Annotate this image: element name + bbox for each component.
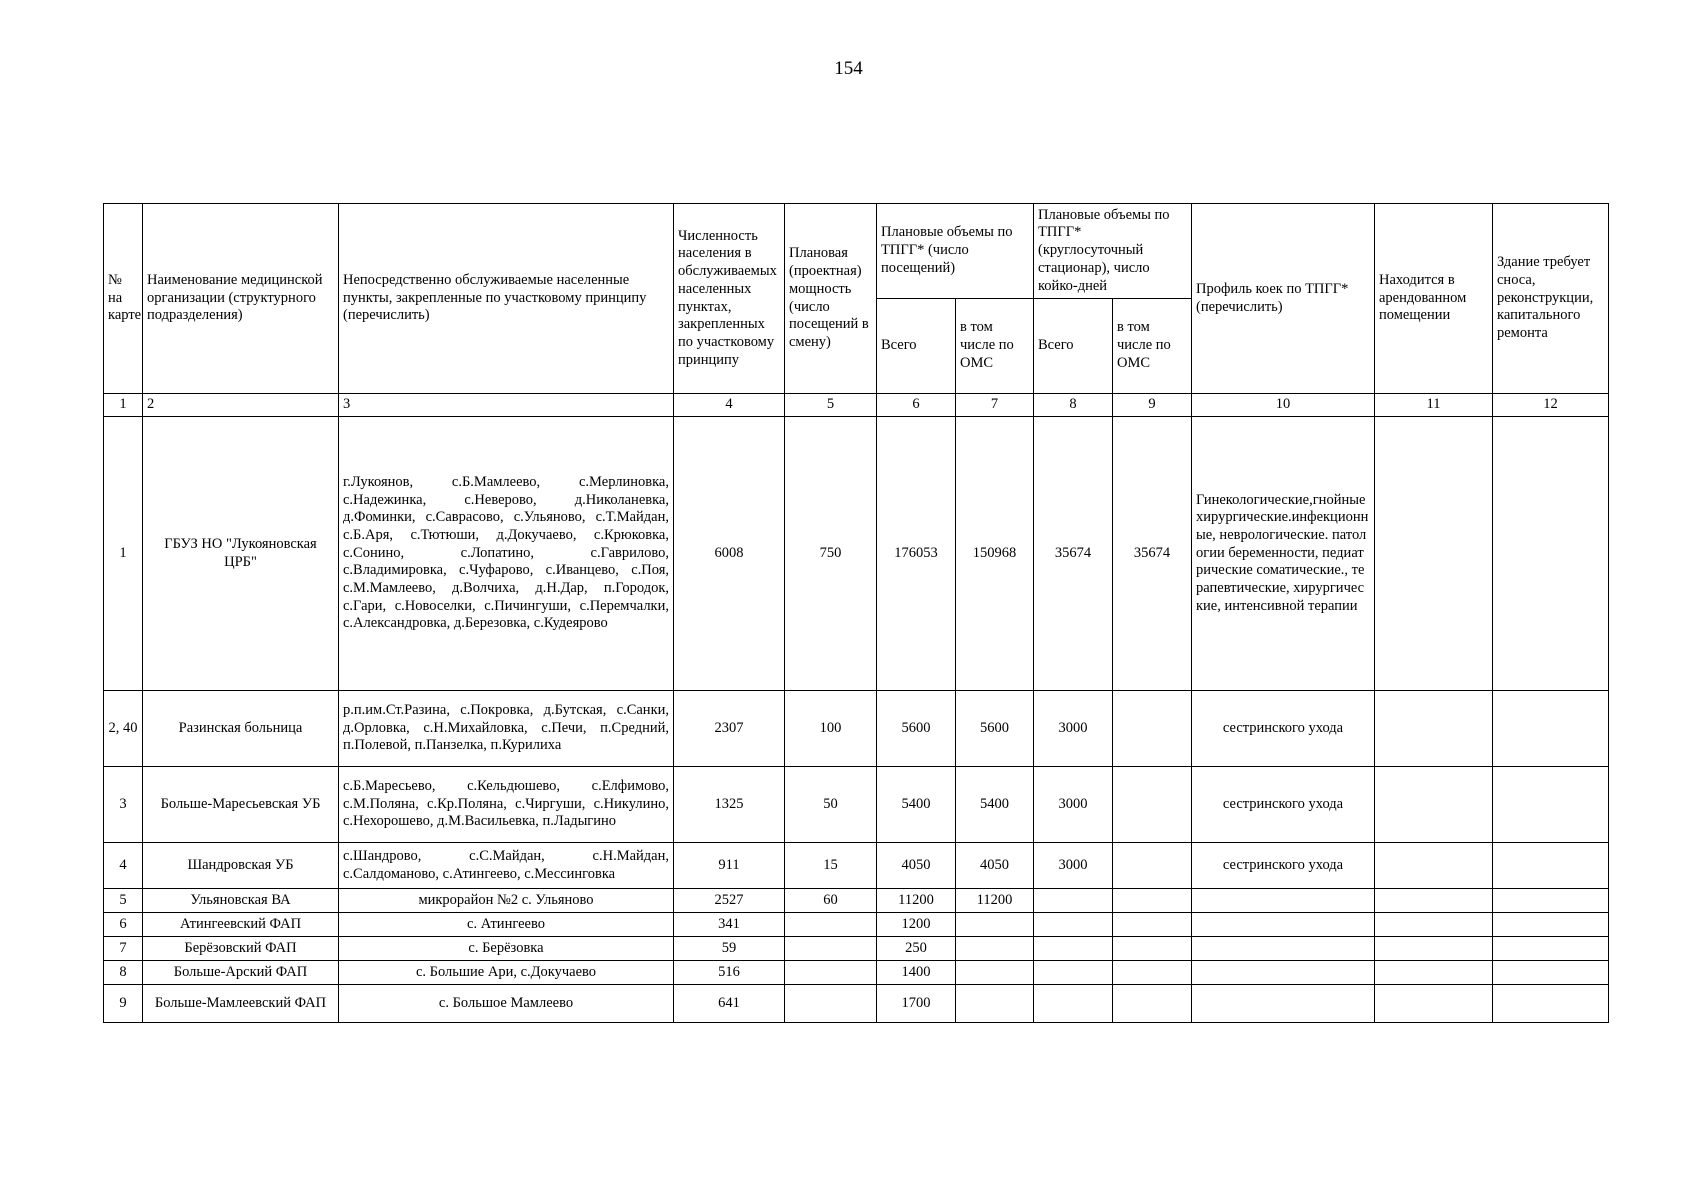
cell-num: 7 — [104, 937, 143, 961]
column-number: 5 — [785, 394, 877, 417]
cell-capacity: 50 — [785, 767, 877, 843]
table-row — [104, 937, 1609, 961]
cell-settlements: с. Большое Мамлеево — [339, 985, 674, 1023]
cell-population: 2307 — [674, 691, 785, 767]
cell-settlements: р.п.им.Ст.Разина, с.Покровка, д.Бутская, с.Санки, д.Орловка, с.Н.Михайловка, с.Печи, п.Средний, п.Полевой, п.Панзелка, п.Курилиха — [339, 691, 674, 767]
cell-num: 8 — [104, 961, 143, 985]
table-row — [104, 961, 1609, 985]
cell-beds-total — [1034, 889, 1113, 913]
cell-visits-total: 4050 — [877, 843, 956, 889]
cell-beds-oms — [1113, 767, 1192, 843]
cell-beds-total — [1034, 961, 1113, 985]
cell-rented — [1375, 417, 1493, 691]
cell-capacity: 750 — [785, 417, 877, 691]
cell-visits-total: 1200 — [877, 913, 956, 937]
cell-name: Ульяновская ВА — [143, 889, 339, 913]
cell-name: Разинская больница — [143, 691, 339, 767]
column-numbers-row — [104, 394, 1609, 417]
cell-profile — [1192, 961, 1375, 985]
cell-num: 1 — [104, 417, 143, 691]
cell-visits-total: 11200 — [877, 889, 956, 913]
cell-profile: сестринского ухода — [1192, 767, 1375, 843]
cell-beds-oms — [1113, 985, 1192, 1023]
cell-name: Больше-Арский ФАП — [143, 961, 339, 985]
header-beds-total: Всего — [1034, 299, 1113, 394]
cell-visits-oms — [956, 961, 1034, 985]
cell-demolition — [1493, 889, 1609, 913]
cell-beds-oms — [1113, 961, 1192, 985]
cell-visits-oms — [956, 937, 1034, 961]
cell-num: 6 — [104, 913, 143, 937]
cell-rented — [1375, 937, 1493, 961]
cell-profile: сестринского ухода — [1192, 691, 1375, 767]
column-number: 6 — [877, 394, 956, 417]
cell-beds-total: 3000 — [1034, 767, 1113, 843]
cell-beds-oms — [1113, 889, 1192, 913]
table-row — [104, 913, 1609, 937]
cell-beds-total — [1034, 985, 1113, 1023]
column-number: 4 — [674, 394, 785, 417]
header-population: Численность населения в обслуживаемых населенных пунктах, закрепленных по участковому принципу — [674, 204, 785, 394]
cell-demolition — [1493, 691, 1609, 767]
cell-rented — [1375, 985, 1493, 1023]
cell-num: 3 — [104, 767, 143, 843]
header-rented: Находится в арендованном помещении — [1375, 204, 1493, 394]
cell-settlements: с. Атингеево — [339, 913, 674, 937]
page-number: 154 — [834, 58, 863, 79]
cell-num: 9 — [104, 985, 143, 1023]
column-number: 9 — [1113, 394, 1192, 417]
cell-visits-oms — [956, 913, 1034, 937]
cell-name: Шандровская УБ — [143, 843, 339, 889]
cell-beds-total — [1034, 937, 1113, 961]
header-beds-group: Плановые объемы по ТПГГ* (круглосуточный стационар), число койко-дней — [1034, 204, 1192, 299]
header-name: Наименование медицинской организации (структурного подразделения) — [143, 204, 339, 394]
cell-population: 2527 — [674, 889, 785, 913]
cell-beds-total: 35674 — [1034, 417, 1113, 691]
column-number: 3 — [339, 394, 674, 417]
cell-capacity — [785, 985, 877, 1023]
cell-capacity — [785, 937, 877, 961]
header-profile: Профиль коек по ТПГГ* (перечислить) — [1192, 204, 1375, 394]
table-row — [104, 843, 1609, 889]
cell-population: 911 — [674, 843, 785, 889]
cell-beds-oms: 35674 — [1113, 417, 1192, 691]
cell-name: Больше-Мамлеевский ФАП — [143, 985, 339, 1023]
cell-profile — [1192, 937, 1375, 961]
cell-settlements: с.Шандрово, с.С.Майдан, с.Н.Майдан, с.Салдоманово, с.Атингеево, с.Мессинговка — [339, 843, 674, 889]
cell-profile: сестринского ухода — [1192, 843, 1375, 889]
cell-demolition — [1493, 961, 1609, 985]
cell-population: 341 — [674, 913, 785, 937]
cell-visits-total: 5400 — [877, 767, 956, 843]
cell-settlements: с. Берёзовка — [339, 937, 674, 961]
cell-visits-oms: 4050 — [956, 843, 1034, 889]
cell-visits-oms: 150968 — [956, 417, 1034, 691]
medical-organizations-table — [103, 203, 1609, 1023]
column-number: 12 — [1493, 394, 1609, 417]
header-visits-oms: в том числе по ОМС — [956, 299, 1034, 394]
column-number: 11 — [1375, 394, 1493, 417]
cell-visits-oms: 5600 — [956, 691, 1034, 767]
cell-capacity: 100 — [785, 691, 877, 767]
header-settlements: Непосредственно обслуживаемые населенные пункты, закрепленные по участковому принципу (перечислить) — [339, 204, 674, 394]
cell-capacity: 60 — [785, 889, 877, 913]
cell-visits-total: 176053 — [877, 417, 956, 691]
header-demolition: Здание требует сноса, реконструкции, капитального ремонта — [1493, 204, 1609, 394]
cell-profile — [1192, 913, 1375, 937]
header-visits-total: Всего — [877, 299, 956, 394]
cell-beds-oms — [1113, 843, 1192, 889]
cell-visits-total: 250 — [877, 937, 956, 961]
cell-beds-oms — [1113, 937, 1192, 961]
cell-name: Берёзовский ФАП — [143, 937, 339, 961]
cell-demolition — [1493, 985, 1609, 1023]
header-num: № на карте — [104, 204, 143, 394]
cell-visits-oms: 5400 — [956, 767, 1034, 843]
table-row — [104, 889, 1609, 913]
table-row — [104, 691, 1609, 767]
cell-settlements: с.Б.Маресьево, с.Кельдюшево, с.Елфимово, с.М.Поляна, с.Кр.Поляна, с.Чиргуши, с.Никулино, с.Нехорошево, д.М.Васильевка, п.Ладыгино — [339, 767, 674, 843]
cell-population: 59 — [674, 937, 785, 961]
cell-rented — [1375, 767, 1493, 843]
cell-population: 6008 — [674, 417, 785, 691]
column-number: 8 — [1034, 394, 1113, 417]
cell-visits-oms: 11200 — [956, 889, 1034, 913]
cell-settlements: с. Большие Ари, с.Докучаево — [339, 961, 674, 985]
cell-demolition — [1493, 417, 1609, 691]
header-visits-group: Плановые объемы по ТПГГ* (число посещений) — [877, 204, 1034, 299]
cell-capacity: 15 — [785, 843, 877, 889]
cell-visits-total: 1700 — [877, 985, 956, 1023]
cell-profile — [1192, 889, 1375, 913]
cell-rented — [1375, 889, 1493, 913]
cell-settlements: микрорайон №2 с. Ульяново — [339, 889, 674, 913]
cell-profile — [1192, 985, 1375, 1023]
table-row — [104, 417, 1609, 691]
cell-visits-oms — [956, 985, 1034, 1023]
cell-name: Атингеевский ФАП — [143, 913, 339, 937]
cell-num: 4 — [104, 843, 143, 889]
column-number: 7 — [956, 394, 1034, 417]
table-row — [104, 767, 1609, 843]
cell-profile: Гинекологические,гнойные хирургические.инфекционные, неврологические. патологии беременности, педиатрические соматические., терапевтические, хирургические, интенсивной терапии — [1192, 417, 1375, 691]
cell-visits-total: 5600 — [877, 691, 956, 767]
cell-population: 516 — [674, 961, 785, 985]
header-capacity: Плановая (проектная) мощность (число посещений в смену) — [785, 204, 877, 394]
column-number: 2 — [143, 394, 339, 417]
cell-num: 5 — [104, 889, 143, 913]
cell-visits-total: 1400 — [877, 961, 956, 985]
cell-demolition — [1493, 767, 1609, 843]
cell-demolition — [1493, 913, 1609, 937]
cell-name: Больше-Маресьевская УБ — [143, 767, 339, 843]
cell-population: 641 — [674, 985, 785, 1023]
cell-capacity — [785, 913, 877, 937]
cell-demolition — [1493, 937, 1609, 961]
cell-name: ГБУЗ НО "Лукояновская ЦРБ" — [143, 417, 339, 691]
table-row — [104, 985, 1609, 1023]
header-beds-oms: в том числе по ОМС — [1113, 299, 1192, 394]
cell-beds-total: 3000 — [1034, 843, 1113, 889]
cell-beds-oms — [1113, 691, 1192, 767]
cell-num: 2, 40 — [104, 691, 143, 767]
cell-beds-oms — [1113, 913, 1192, 937]
column-number: 1 — [104, 394, 143, 417]
cell-settlements: г.Лукоянов, с.Б.Мамлеево, с.Мерлиновка, с.Надежинка, с.Неверово, д.Николаневка, д.Фоминки, с.Саврасово, с.Ульяново, с.Т.Майдан, с.Б.Аря, с.Тютюши, д.Докучаево, с.Крюковка, с.Сонино, с.Лопатино, с.Гаврилово, с.Владимировка, с.Чуфарово, с.Иванцево, с.Поя, с.М.Мамлеево, д.Волчиха, д.Н.Дар, п.Городок, с.Гари, с.Новоселки, с.Пичингуши, с.Перемчалки, с.Александровка, д.Березовка, с.Кудеярово — [339, 417, 674, 691]
cell-population: 1325 — [674, 767, 785, 843]
column-number: 10 — [1192, 394, 1375, 417]
cell-demolition — [1493, 843, 1609, 889]
cell-rented — [1375, 961, 1493, 985]
cell-rented — [1375, 843, 1493, 889]
cell-rented — [1375, 913, 1493, 937]
cell-rented — [1375, 691, 1493, 767]
cell-beds-total: 3000 — [1034, 691, 1113, 767]
cell-beds-total — [1034, 913, 1113, 937]
cell-capacity — [785, 961, 877, 985]
